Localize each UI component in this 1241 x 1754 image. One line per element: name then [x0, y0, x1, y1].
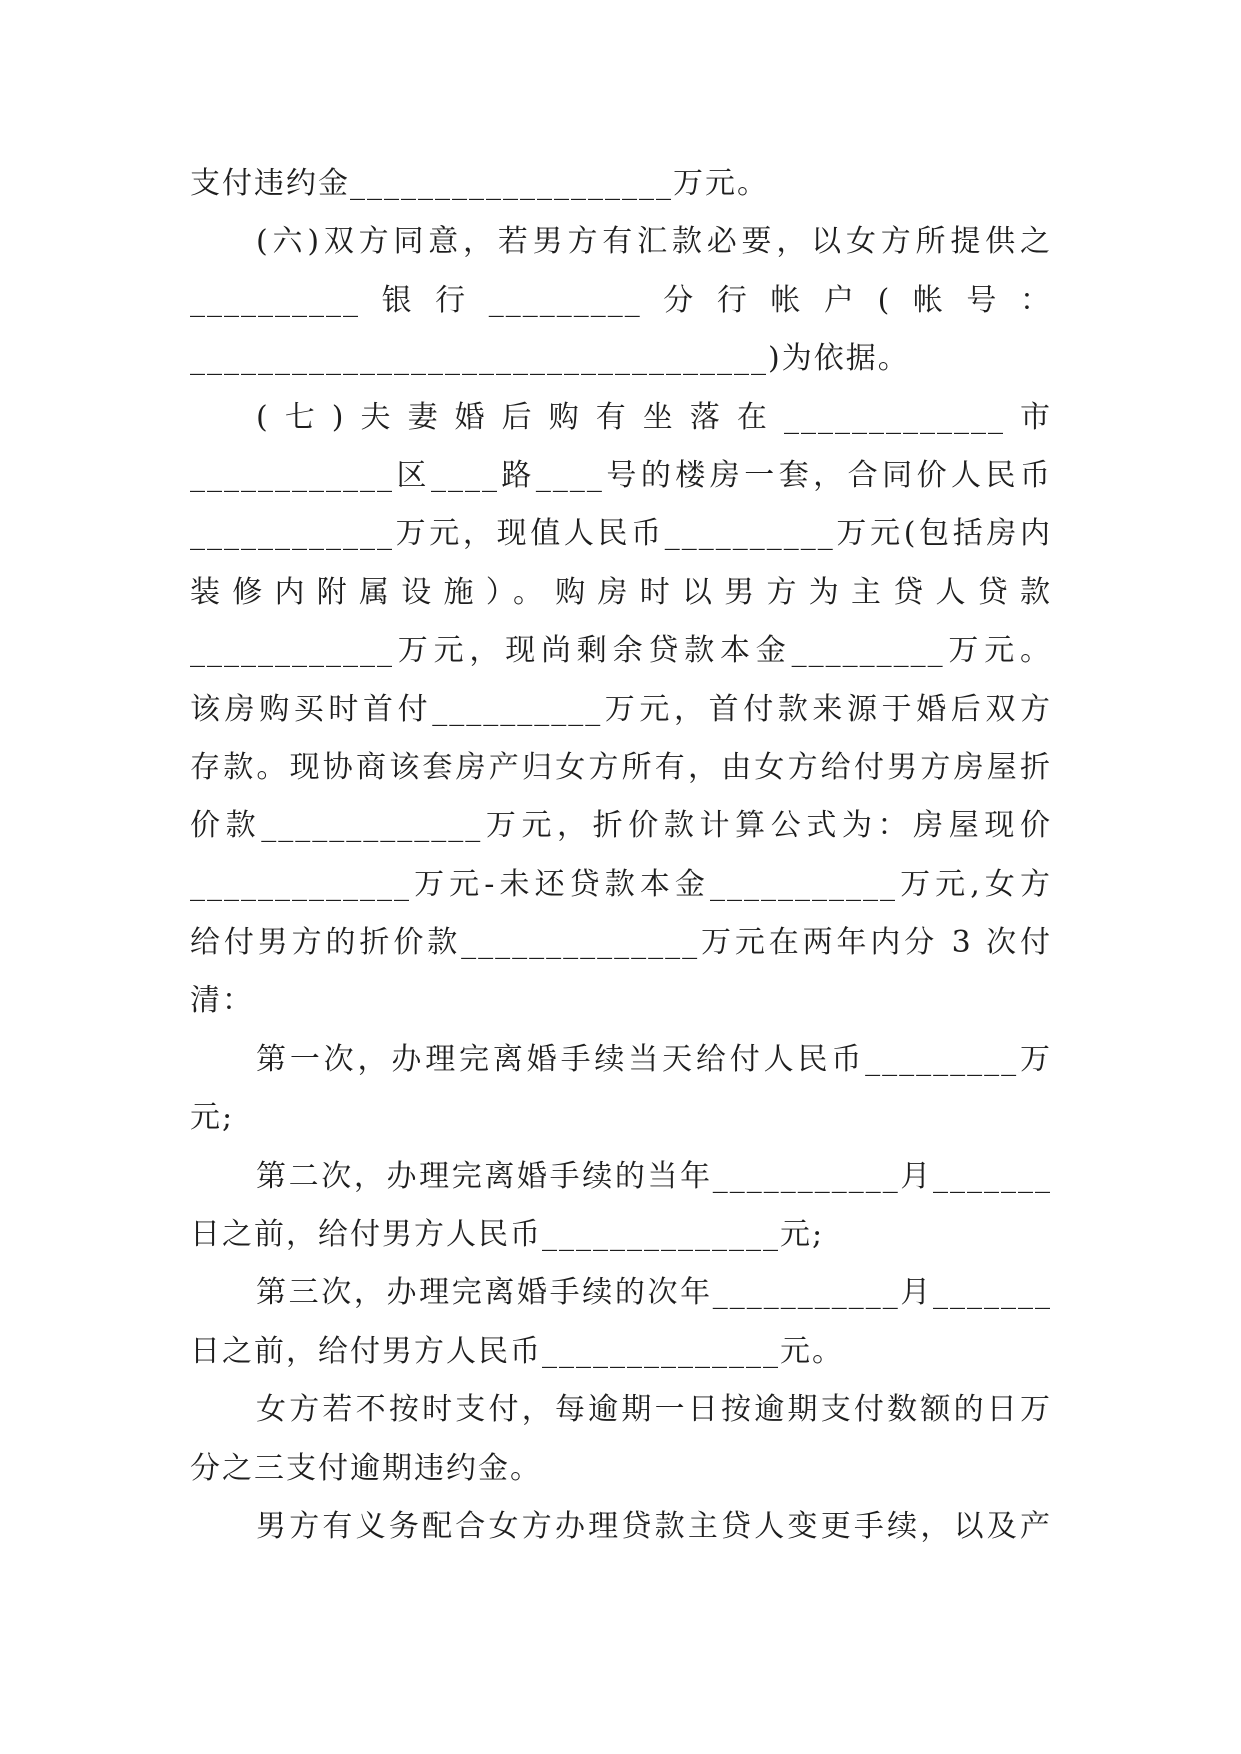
loan-transfer-paragraph [190, 1498, 1052, 1556]
text-line: 第二次，办理完离婚手续的当年___________月_______ [256, 1158, 1052, 1194]
text-line: 支付违约金___________________万元。 [190, 166, 769, 201]
document-body [190, 155, 1052, 1556]
clause-6-paragraph [190, 213, 1052, 388]
text-line: 分之三支付逾期违约金。 [190, 1450, 542, 1486]
first-payment-paragraph [190, 1031, 1052, 1148]
text-line: 日之前，给付男方人民币______________元; [190, 1217, 825, 1253]
text-line: ____________万元，现值人民币__________万元(包括房内 [190, 516, 1052, 552]
text-line: 第一次，办理完离婚手续当天给付人民币_________万 [256, 1041, 1052, 1077]
penalty-paragraph-end [190, 155, 1052, 213]
text-line: 第三次，办理完离婚手续的次年___________月_______ [256, 1275, 1052, 1311]
text-line: 元; [190, 1100, 235, 1136]
second-payment-paragraph [190, 1148, 1052, 1265]
text-line: __________银行_________分行帐户(帐号： [190, 282, 1052, 318]
text-line: 男方有义务配合女方办理贷款主贷人变更手续，以及产 [256, 1508, 1052, 1544]
text-line: 清： [190, 983, 254, 1019]
clause-7-paragraph [190, 389, 1052, 1031]
text-line: (六)双方同意，若男方有汇款必要，以女方所提供之 [256, 224, 1052, 260]
text-line: 女方若不按时支付，每逾期一日按逾期支付数额的日万 [256, 1392, 1052, 1428]
text-line: ____________区____路____号的楼房一套，合同价人民币 [190, 457, 1052, 493]
late-penalty-paragraph [190, 1381, 1052, 1498]
text-line: 装修内附属设施）。购房时以男方为主贷人贷款 [190, 574, 1052, 610]
text-line: 给付男方的折价款______________万元在两年内分 3 次付 [190, 925, 1052, 961]
text-line: 日之前，给付男方人民币______________元。 [190, 1333, 844, 1369]
text-line: 价款_____________万元，折价款计算公式为：房屋现价 [190, 808, 1052, 844]
text-line: 存款。现协商该套房产归女方所有，由女方给付男方房屋折 [190, 749, 1052, 785]
text-line: 该房购买时首付__________万元，首付款来源于婚后双方 [190, 691, 1052, 727]
text-line: _____________万元-未还贷款本金___________万元,女方 [190, 866, 1052, 902]
text-line: __________________________________)为依据。 [190, 341, 910, 377]
text-line: ____________万元，现尚剩余贷款本金_________万元。 [190, 633, 1052, 669]
third-payment-paragraph [190, 1264, 1052, 1381]
text-line: (七)夫妻婚后购有坐落在_____________市 [256, 399, 1052, 435]
